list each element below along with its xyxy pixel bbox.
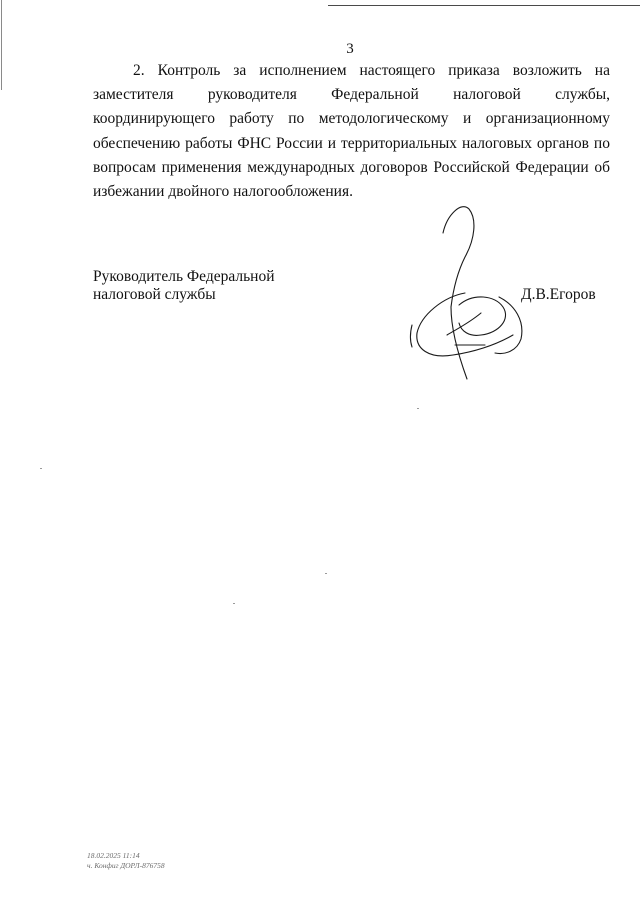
- scan-speck: [40, 468, 42, 469]
- signatory-name: Д.В.Егоров: [521, 286, 596, 303]
- top-border-line: [328, 5, 640, 6]
- stamp-line-2: ч. Конфиг ДОРЛ-876758: [87, 861, 165, 870]
- page-number: 3: [346, 41, 354, 57]
- signatory-title-line-2: налоговой службы: [93, 286, 216, 303]
- signatory-title: [93, 268, 275, 304]
- signatory-title-line-1: Руководитель Федеральной: [93, 268, 275, 285]
- registration-stamp: [87, 851, 165, 871]
- paragraph-line-3: по методологическому и организационному обеспечению работы ФНС России и: [93, 110, 610, 152]
- scan-speck: [325, 573, 327, 574]
- paragraph-line-5: договоров Российской Федерации об избежании двойного налогообложения.: [93, 158, 610, 201]
- paragraph-line-1: 2. Контроль за исполнением настоящего приказа возложить на заместителя: [93, 62, 610, 104]
- stamp-line-1: 18.02.2025 11:14: [87, 851, 140, 860]
- scan-speck: [417, 408, 419, 409]
- paragraph-line-4: территориальных налоговых органов по вопросам применения международных: [93, 134, 610, 176]
- paragraph-line-2: руководителя Федеральной налоговой службы, координирующего работу: [93, 86, 611, 128]
- order-paragraph: [93, 59, 610, 204]
- scan-speck: [233, 603, 235, 604]
